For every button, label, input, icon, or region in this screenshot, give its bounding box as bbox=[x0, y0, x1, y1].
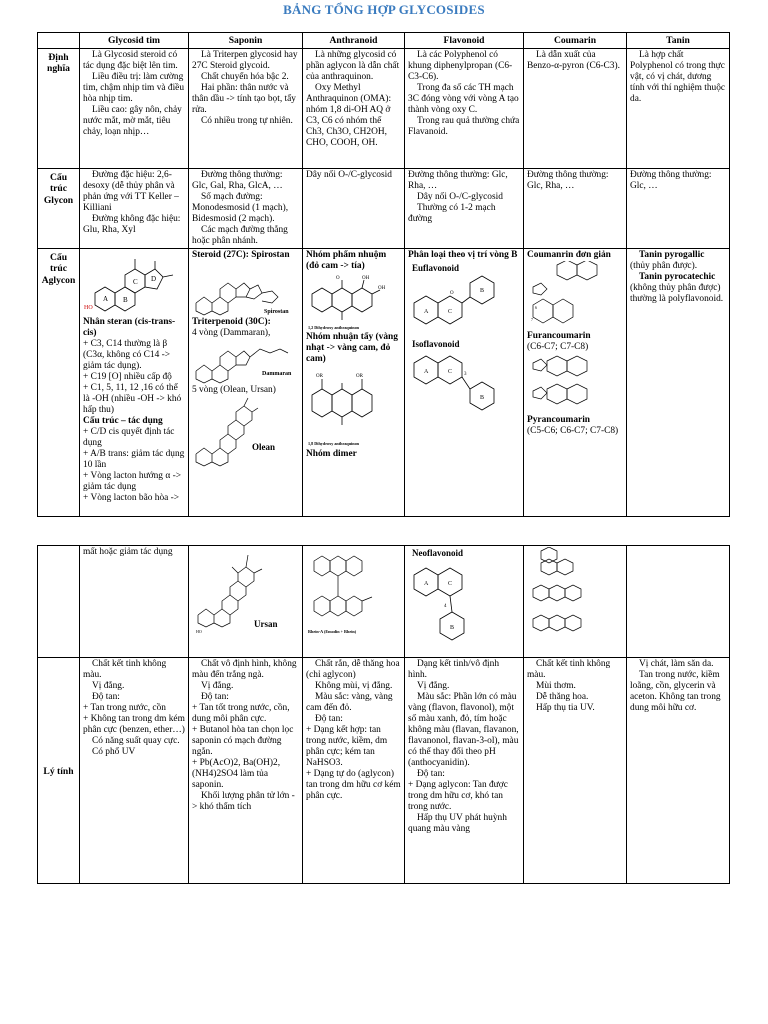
header-row bbox=[38, 33, 730, 49]
cell-ant-aglycon bbox=[303, 249, 405, 517]
text-line: Màu sắc: vàng, vàng cam đến đỏ. bbox=[306, 692, 393, 713]
text-line: Vị chát, làm săn da. bbox=[639, 659, 714, 669]
cell-fla-aglycon bbox=[405, 249, 524, 517]
label-olean: Olean bbox=[252, 442, 276, 453]
text-line: + Butanol hòa tan chọn lọc saponin có mạch đường ngắn. bbox=[192, 725, 294, 757]
svg-text:A: A bbox=[424, 369, 429, 376]
text-line: Là Glycosid steroid có tác dụng đặc biệt lên tim. bbox=[83, 50, 178, 72]
row-cau-truc-aglycon bbox=[38, 249, 730, 517]
svg-text:C: C bbox=[448, 581, 453, 587]
cell-tan-dinh-nghia bbox=[627, 49, 730, 169]
svg-text:7: 7 bbox=[531, 317, 533, 323]
text-line: Màu sắc: Phần lớn có màu vàng (flavon, flavonol), một số màu xanh, đỏ, tím hoặc không màu (flavan, flavanon, flavanonol, flavan-3-ol), màu có thể thay đổi theo pH (anthocyanidin). bbox=[408, 692, 519, 768]
text-line: Chất kết tinh không màu. bbox=[83, 659, 167, 680]
text-line: Chất kết tinh không màu. bbox=[527, 659, 611, 680]
text-line: 5 vòng (Olean, Ursan) bbox=[192, 385, 276, 396]
text-line: Là những glycosid có phần aglycon là dẫn chất của anthraquinon. bbox=[306, 50, 400, 83]
text-line: Trong rau quả thường chứa Flavanoid. bbox=[408, 116, 520, 138]
text-line: Nhóm phẩm nhuộm (đỏ cam -> tía) bbox=[306, 250, 387, 272]
svg-text:C: C bbox=[448, 309, 453, 316]
text-line: Chất chuyển hóa bậc 2. bbox=[201, 72, 289, 83]
header-empty bbox=[38, 33, 80, 49]
glycoside-summary-table bbox=[37, 32, 730, 517]
svg-text:B: B bbox=[450, 625, 455, 631]
svg-text:D: D bbox=[151, 275, 157, 284]
row-label-empty bbox=[38, 546, 80, 658]
svg-text:4: 4 bbox=[444, 604, 447, 609]
text-line: Là hợp chất Polyphenol có trong thực vật, có vị chát, dương tính với thí nghiệm thuộc da. bbox=[630, 50, 726, 105]
text-line: Độ tan: bbox=[201, 692, 229, 702]
text-line: (C6-C7; C7-C8) bbox=[527, 342, 589, 353]
cell-cou-dinh-nghia bbox=[524, 49, 627, 169]
text-line: + C/D cis quyết định tác dụng bbox=[83, 427, 175, 449]
label-dammaran: Dammaran bbox=[262, 371, 292, 378]
cell-ant-aglycon-cont bbox=[303, 546, 405, 658]
text-line: Nhân steran (cis-trans-cis) bbox=[83, 317, 176, 339]
label-dihydroxy-18: 1,8 Dihydroxy anthraquinon bbox=[308, 441, 360, 447]
label-spirostan: Spirostan bbox=[264, 309, 289, 316]
svg-text:OR: OR bbox=[316, 374, 323, 380]
cell-tan-ly-tinh bbox=[627, 658, 730, 884]
text-line: Phân loại theo vị trí vòng B bbox=[408, 250, 518, 261]
text-line: Đường thông thường: Glc, … bbox=[630, 170, 712, 192]
text-line: Số mạch đường: Monodesmosid (1 mạch), Bidesmosid (2 mạch). bbox=[192, 192, 289, 225]
pyrancoumarin-structure bbox=[527, 547, 623, 651]
text-line: Chất vô định hình, không màu đến trắng ngà. bbox=[192, 659, 297, 680]
ursan-structure bbox=[192, 547, 298, 651]
text-line: Đường đặc hiệu: 2,6-desoxy (dễ thủy phân và phản ứng với TT Keller – Killiani bbox=[83, 170, 179, 214]
svg-text:O: O bbox=[450, 291, 454, 297]
row-ly-tinh bbox=[38, 658, 730, 884]
cell-sap-aglycon-cont bbox=[189, 546, 303, 658]
text-line: Vị đắng. bbox=[201, 681, 234, 691]
text-line: + Vòng lacton bão hòa -> bbox=[83, 493, 180, 504]
text-line: + Dạng aglycon: Tan được trong dm hữu cơ, khó tan trong nước. bbox=[408, 780, 508, 812]
text-line: Hấp thụ UV phát huỳnh quang màu vàng bbox=[408, 813, 507, 834]
text-line: + C3, C14 thường là β (C3α, không có C14 -> giảm tác dụng). bbox=[83, 339, 171, 372]
dimer-rhein-structure bbox=[306, 547, 402, 647]
cell-fla-ly-tinh bbox=[405, 658, 524, 884]
row-aglycon-continued bbox=[38, 546, 730, 658]
text-line: Liều cao: gây nôn, chảy nước mắt, mờ mắt, tiêu chảy, loạn nhịp… bbox=[83, 105, 182, 138]
text-line: + Pb(AcO)2, Ba(OH)2, (NH4)2SO4 làm tủa saponin. bbox=[192, 758, 281, 790]
text-line: Khối lượng phân tử lớn -> khó thẩm tích bbox=[192, 791, 295, 812]
row-label-aglycon: Cấu trúc Aglycon bbox=[38, 249, 80, 517]
text-line: + Tan tốt trong nước, cồn, dung môi phân cực. bbox=[192, 703, 290, 724]
glycoside-summary-table-continued bbox=[37, 545, 730, 884]
text-line: Dễ thăng hoa. bbox=[536, 692, 589, 702]
dammaran-structure bbox=[192, 339, 298, 385]
text-line: Là các Polyphenol có khung diphenylpropan (C6-C3-C6). bbox=[408, 50, 513, 83]
svg-text:OH: OH bbox=[378, 286, 386, 292]
text-line: Liều điều trị: làm cường tim, chậm nhịp tim và điều hòa nhịp tim. bbox=[83, 72, 185, 105]
cell-gt-ly-tinh bbox=[80, 658, 189, 884]
text-line: Đường không đặc hiệu: Glu, Rha, Xyl bbox=[83, 214, 181, 236]
cell-tan-glycon bbox=[627, 169, 730, 249]
text-line: Đường thông thường: Glc, Gal, Rha, GlcA, … bbox=[192, 170, 283, 192]
text-line: Steroid (27C): Spirostan bbox=[192, 250, 290, 261]
text-line: Dây nối O-/C-glycosid bbox=[306, 170, 392, 181]
svg-text:A: A bbox=[424, 581, 429, 587]
header-tanin: Tanin bbox=[627, 33, 730, 49]
text-line: Đường thông thường: Glc, Rha, … bbox=[408, 170, 508, 192]
header-anthranoid: Anthranoid bbox=[303, 33, 405, 49]
cell-sap-dinh-nghia bbox=[189, 49, 303, 169]
text-line: Có phổ UV bbox=[92, 747, 136, 757]
text-line: Tanin pyrogallic bbox=[639, 250, 705, 261]
text-line: Nhóm nhuận tẩy (vàng nhạt -> vàng cam, đỏ cam) bbox=[306, 332, 398, 365]
cell-gt-aglycon-cont bbox=[80, 546, 189, 658]
svg-text:3: 3 bbox=[464, 372, 467, 378]
text-line: Cấu trúc – tác dụng bbox=[83, 416, 163, 427]
svg-text:A: A bbox=[103, 295, 109, 304]
svg-text:C: C bbox=[448, 369, 453, 376]
text-line: Mùi thơm. bbox=[536, 681, 576, 691]
row-label-ly-tinh: Lý tính bbox=[38, 658, 80, 884]
text-line: Dây nối O-/C-glycosid bbox=[417, 192, 503, 203]
svg-text:6: 6 bbox=[535, 305, 537, 311]
text-line: + Dạng kết hợp: tan trong nước, kiềm, dm phân cực; kém tan NaHSO3. bbox=[306, 725, 388, 768]
svg-text:B: B bbox=[480, 288, 485, 295]
text-line: Thường có 1-2 mạch đường bbox=[408, 203, 496, 225]
header-glycosid-tim: Glycosid tim bbox=[80, 33, 189, 49]
text-line: Nhóm dimer bbox=[306, 449, 357, 460]
text-line: (C5-C6; C6-C7; C7-C8) bbox=[527, 426, 619, 437]
text-line: Có năng suất quay cực. bbox=[92, 736, 180, 746]
text-line: Không mùi, vị đắng. bbox=[315, 681, 393, 691]
svg-text:HO: HO bbox=[196, 629, 202, 634]
header-coumarin: Coumarin bbox=[524, 33, 627, 49]
text-line: + Vòng lacton hướng α -> giảm tác dụng bbox=[83, 471, 181, 493]
cell-ant-ly-tinh bbox=[303, 658, 405, 884]
text-line: + C19 [O] nhiều cấp độ bbox=[83, 372, 172, 383]
label-isoflavonoid: Isoflavonoid bbox=[412, 339, 460, 350]
svg-text:O: O bbox=[336, 276, 340, 282]
cell-cou-aglycon bbox=[524, 249, 627, 517]
olean-structure bbox=[192, 396, 298, 474]
text-line: (thủy phân được). bbox=[630, 261, 698, 272]
text-line: Vị đắng. bbox=[417, 681, 450, 691]
label-euflavonoid: Euflavonoid bbox=[412, 263, 460, 274]
text-line: Trong đa số các TH mạch 3C đóng vòng với vòng A tạo thành vòng oxy C. bbox=[408, 83, 519, 116]
text-line: + Tan trong nước, cồn bbox=[83, 703, 166, 713]
cell-tan-aglycon-cont bbox=[627, 546, 730, 658]
text-line: Các mạch đường thẳng hoặc phân nhánh. bbox=[192, 225, 288, 247]
cell-cou-aglycon-cont bbox=[524, 546, 627, 658]
dihydroxy-12-structure bbox=[306, 272, 402, 332]
label-neoflavonoid: Neoflavonoid bbox=[412, 548, 464, 558]
svg-text:A: A bbox=[424, 309, 429, 316]
header-flavonoid: Flavonoid bbox=[405, 33, 524, 49]
svg-text:OR: OR bbox=[356, 374, 363, 380]
text-line: + Không tan trong dm kém phân cực (benzen, ether…) bbox=[83, 714, 185, 735]
text-line: Hấp thụ tia UV. bbox=[536, 703, 595, 713]
svg-text:B: B bbox=[480, 395, 485, 402]
isoflavonoid-structure bbox=[408, 339, 520, 415]
spirostan-structure bbox=[192, 261, 298, 317]
row-dinh-nghia bbox=[38, 49, 730, 169]
row-label-dinh-nghia: Định nghĩa bbox=[38, 49, 80, 169]
text-line: Độ tan: bbox=[417, 769, 445, 779]
label-ursan: Ursan bbox=[254, 619, 278, 629]
text-line: Là Triterpen glycosid hay 27C Steroid glycoid. bbox=[192, 50, 298, 72]
text-line: + C1, 5, 11, 12 ,16 có thể là -OH (nhiều -OH -> khó hấp thu) bbox=[83, 383, 182, 416]
cell-ant-glycon bbox=[303, 169, 405, 249]
page-title: BẢNG TỔNG HỢP GLYCOSIDES bbox=[283, 2, 485, 17]
text-line: Pyrancoumarin bbox=[527, 415, 591, 426]
dihydroxy-18-structure bbox=[306, 365, 402, 449]
text-line: + Dạng tự do (aglycon) tan trong dm hữu cơ kém phân cực. bbox=[306, 769, 401, 801]
label-rhein-a: Rhein-A (Emodin + Rhein) bbox=[308, 629, 357, 634]
cell-cou-ly-tinh bbox=[524, 658, 627, 884]
svg-text:OH: OH bbox=[362, 276, 370, 282]
text-line: (không thủy phân được) thường là polyflavonoid. bbox=[630, 283, 724, 305]
text-line: Là dẫn xuất của Benzo-α-pyron (C6-C3). bbox=[527, 50, 620, 72]
cell-gt-aglycon bbox=[80, 249, 189, 517]
text-line: Coumanrin đơn giản bbox=[527, 250, 611, 261]
row-label-glycon: Cấu trúc Glycon bbox=[38, 169, 80, 249]
furancoumarin-structure bbox=[527, 353, 623, 415]
text-line: 4 vòng (Dammaran), bbox=[192, 328, 271, 339]
svg-text:C: C bbox=[133, 278, 138, 287]
text-line: mất hoặc giảm tác dụng bbox=[83, 547, 173, 557]
cell-fla-aglycon-cont bbox=[405, 546, 524, 658]
cell-cou-glycon bbox=[524, 169, 627, 249]
text-line: Dạng kết tinh/vô định hình. bbox=[408, 659, 500, 680]
text-line: Độ tan: bbox=[92, 692, 120, 702]
text-line: Có nhiều trong tự nhiên. bbox=[201, 116, 293, 127]
text-line: Oxy Methyl Anthraquinon (OMA): nhóm 1,8 di-OH AQ ở C3, C6 có nhóm thế Ch3, Ch3O, CH2OH, CHO, COOH, OH. bbox=[306, 83, 392, 149]
text-line: Tanin pyrocatechic bbox=[639, 272, 716, 283]
text-line: Furancoumarin bbox=[527, 331, 591, 342]
text-line: Hai phần: thân nước và thân dầu -> tính tạo bọt, tẩy rửa. bbox=[192, 83, 296, 116]
label-dihydroxy-12: 1,2 Dihydroxy anthraquinon bbox=[308, 325, 360, 331]
text-line: Triterpenoid (30C): bbox=[192, 317, 271, 328]
text-line: Tan trong nước, kiềm loãng, cồn, glycerin và aceton. Không tan trong dung môi hữu cơ. bbox=[630, 670, 721, 713]
row-cau-truc-glycon bbox=[38, 169, 730, 249]
cell-fla-dinh-nghia bbox=[405, 49, 524, 169]
svg-text:HO: HO bbox=[84, 305, 93, 312]
cell-ant-dinh-nghia bbox=[303, 49, 405, 169]
text-line: + A/B trans: giảm tác dụng 10 lần bbox=[83, 449, 185, 471]
neoflavonoid-structure bbox=[408, 547, 520, 651]
svg-text:B: B bbox=[123, 296, 128, 305]
euflavonoid-structure bbox=[408, 261, 520, 339]
cell-sap-ly-tinh bbox=[189, 658, 303, 884]
cell-fla-glycon bbox=[405, 169, 524, 249]
text-line: Đường thông thường: Glc, Rha, … bbox=[527, 170, 609, 192]
cell-gt-glycon bbox=[80, 169, 189, 249]
cell-sap-glycon bbox=[189, 169, 303, 249]
text-line: Vị đắng. bbox=[92, 681, 125, 691]
cell-tan-aglycon bbox=[627, 249, 730, 517]
header-saponin: Saponin bbox=[189, 33, 303, 49]
cell-gt-dinh-nghia bbox=[80, 49, 189, 169]
cell-sap-aglycon bbox=[189, 249, 303, 517]
text-line: Độ tan: bbox=[315, 714, 343, 724]
steroid-nucleus-structure bbox=[83, 249, 183, 317]
text-line: Chất rắn, dễ thăng hoa (chỉ aglycon) bbox=[306, 659, 400, 680]
simple-coumarin-structure bbox=[527, 261, 623, 331]
